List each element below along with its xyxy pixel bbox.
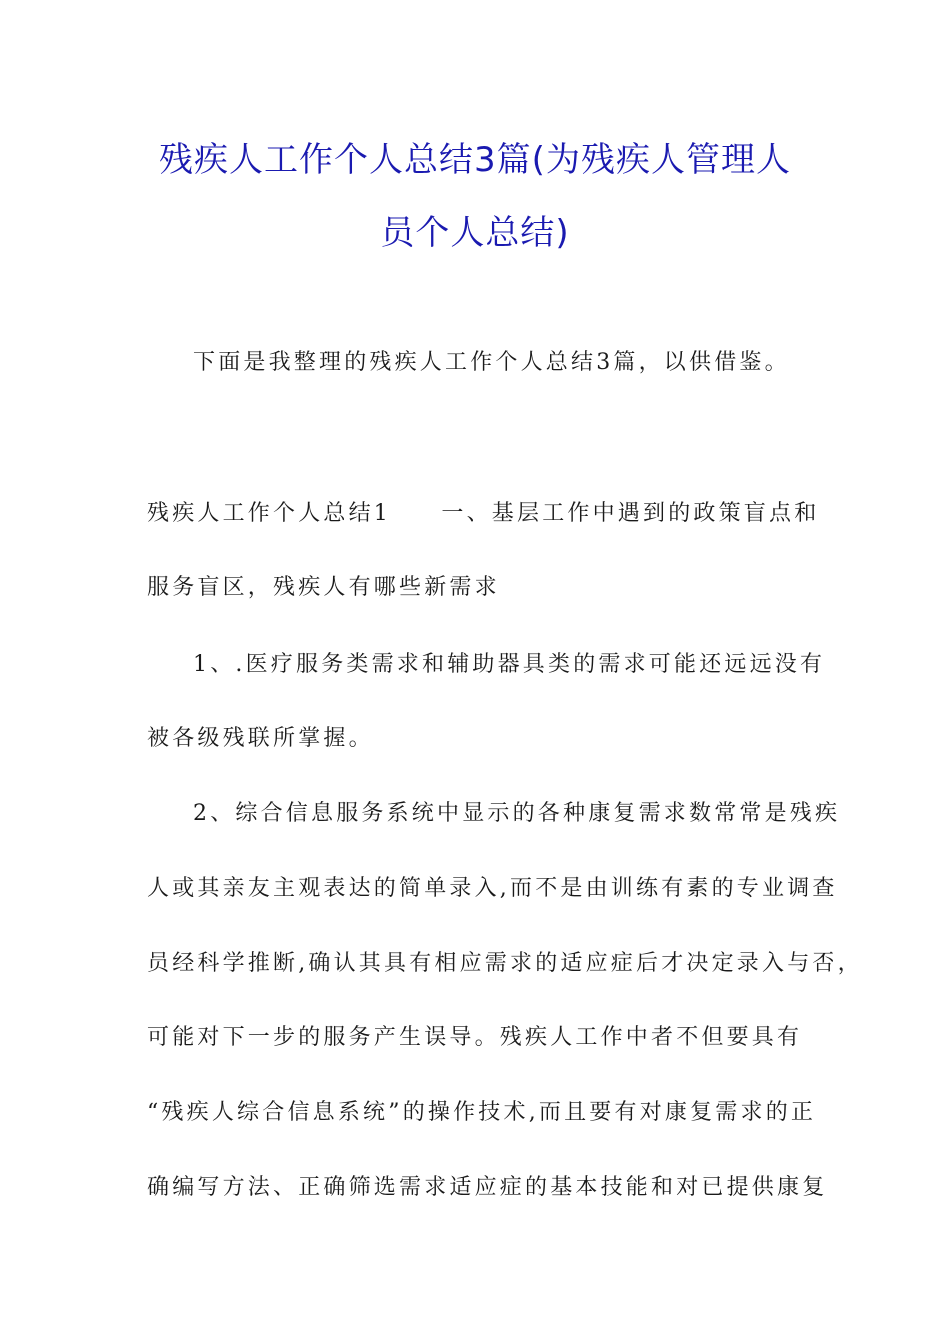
body-line-7: 员经科学推断,确认其具有相应需求的适应症后才决定录入与否， bbox=[147, 951, 863, 976]
body-line-2: 服务盲区，残疾人有哪些新需求 bbox=[147, 575, 500, 600]
body-line-10: 确编写方法、正确筛选需求适应症的基本技能和对已提供康复 bbox=[147, 1175, 828, 1200]
document-title-line-2: 员个人总结) bbox=[380, 213, 570, 253]
body-line-8: 可能对下一步的服务产生误导。残疾人工作中者不但要具有 bbox=[147, 1025, 803, 1050]
body-line-3: 1、.医疗服务类需求和辅助器具类的需求可能还远远没有 bbox=[193, 652, 826, 677]
document-title-line-1: 残疾人工作个人总结3篇(为残疾人管理人 bbox=[159, 140, 791, 180]
body-line-5: 2、综合信息服务系统中显示的各种康复需求数常常是残疾 bbox=[193, 801, 841, 826]
body-line-4: 被各级残联所掌握。 bbox=[147, 726, 374, 751]
body-line-1: 残疾人工作个人总结1 一、基层工作中遇到的政策盲点和 bbox=[147, 501, 820, 526]
body-line-6: 人或其亲友主观表达的简单录入,而不是由训练有素的专业调查 bbox=[147, 876, 838, 901]
intro-paragraph: 下面是我整理的残疾人工作个人总结3篇，以供借鉴。 bbox=[193, 350, 790, 375]
body-line-9: “残疾人综合信息系统”的操作技术,而且要有对康复需求的正 bbox=[147, 1100, 817, 1125]
